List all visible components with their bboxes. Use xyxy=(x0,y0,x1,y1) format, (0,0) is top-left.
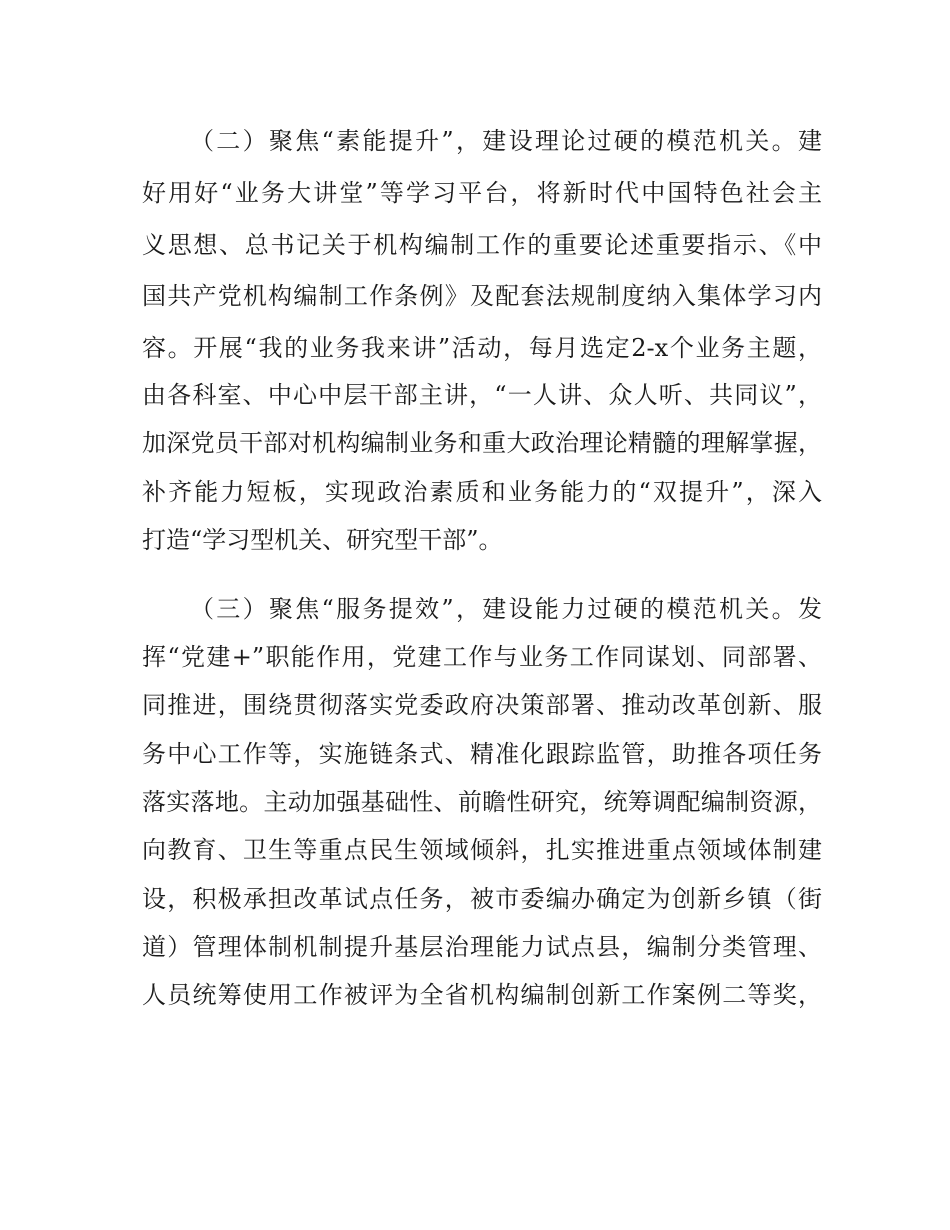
text-line: 补齐能力短板，实现政治素质和业务能力的“双提升”，深入 xyxy=(142,478,822,506)
text-line: 打造“学习型机关、研究型干部”。 xyxy=(142,526,503,554)
text-line: 人员统筹使用工作被评为全省机构编制创新工作案例二等奖， xyxy=(142,981,822,1009)
text-line: 加深党员干部对机构编制业务和重大政治理论精髓的理解掌握， xyxy=(142,429,822,457)
text-line: 好用好“业务大讲堂”等学习平台，将新时代中国特色社会主 xyxy=(142,179,822,207)
text-line: 向教育、卫生等重点民生领域倾斜，扎实推进重点领域体制建 xyxy=(142,836,822,864)
text-line: （三）聚焦“服务提效”，建设能力过硬的模范机关。发 xyxy=(190,595,822,623)
text-line: 同推进，围绕贯彻落实党委政府决策部署、推动改革创新、服 xyxy=(142,691,822,719)
text-line: 挥“党建+”职能作用，党建工作与业务工作同谋划、同部署、 xyxy=(142,643,822,671)
text-line: 落实落地。主动加强基础性、前瞻性研究，统筹调配编制资源， xyxy=(142,788,822,816)
text-line: 国共产党机构编制工作条例》及配套法规制度纳入集体学习内 xyxy=(142,282,822,310)
text-line: 义思想、总书记关于机构编制工作的重要论述重要指示、《中 xyxy=(142,231,822,259)
text-line: 由各科室、中心中层干部主讲，“一人讲、众人听、共同议”， xyxy=(142,381,822,409)
text-line: 容。开展“我的业务我来讲”活动，每月选定2-x个业务主题， xyxy=(142,334,822,362)
text-line: 务中心工作等，实施链条式、精准化跟踪监管，助推各项任务 xyxy=(142,740,822,768)
text-line: 设，积极承担改革试点任务，被市委编办确定为创新乡镇（街 xyxy=(142,885,822,913)
text-line: 道）管理体制机制提升基层治理能力试点县，编制分类管理、 xyxy=(142,933,822,961)
text-line: （二）聚焦“素能提升”，建设理论过硬的模范机关。建 xyxy=(190,127,822,155)
